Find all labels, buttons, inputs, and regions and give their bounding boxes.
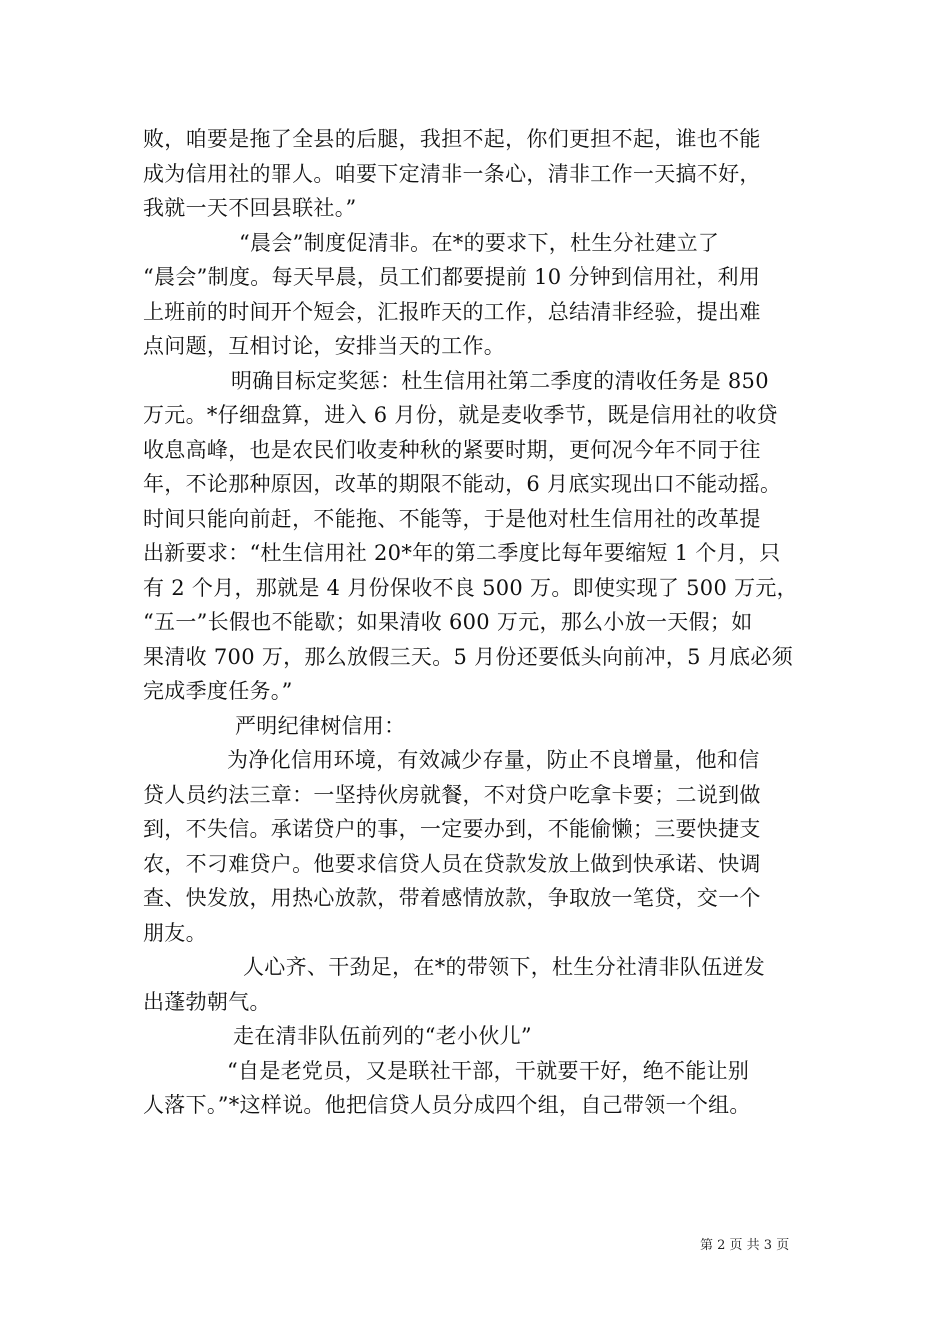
text-line: 年，不论那种原因，改革的期限不能动，6 月底实现出口不能动摇。 bbox=[143, 472, 782, 496]
text-line: 万元。*仔细盘算，进入 6 月份，就是麦收季节，既是信用社的收贷 bbox=[143, 403, 778, 427]
text-line: 人落下。”*这样说。他把信贷人员分成四个组，自己带领一个组。 bbox=[143, 1093, 751, 1117]
text-line: 上班前的时间开个短会，汇报昨天的工作，总结清非经验，提出难 bbox=[143, 299, 761, 324]
text-line: 完成季度任务。” bbox=[143, 679, 293, 703]
paragraph-start-line: 人心齐、干劲足，在*的带领下，杜生分社清非队伍迸发 bbox=[243, 955, 765, 979]
text-line: 农，不刁难贷户。他要求信贷人员在贷款发放上做到快承诺、快调 bbox=[143, 851, 761, 876]
paragraph-start-line: “晨会”制度促清非。在*的要求下，杜生分社建立了 bbox=[239, 230, 720, 255]
text-line: “五一”长假也不能歇；如果清收 600 万元，那么小放一天假；如 bbox=[143, 610, 753, 634]
section-heading: 走在清非队伍前列的“老小伙儿” bbox=[233, 1024, 532, 1048]
text-line: 朋友。 bbox=[143, 920, 207, 945]
text-line: 出蓬勃朝气。 bbox=[143, 989, 271, 1014]
page-number: 第 2 页 共 3 页 bbox=[700, 1238, 790, 1253]
section-heading: 严明纪律树信用： bbox=[235, 713, 406, 738]
text-line: 点问题，互相讨论，安排当天的工作。 bbox=[143, 334, 506, 358]
paragraph-start-line: 为净化信用环境，有效减少存量，防止不良增量，他和信 bbox=[227, 748, 760, 772]
text-line: 我就一天不回县联社。” bbox=[143, 196, 357, 220]
paragraph-start-line: “自是老党员，又是联社干部，干就要干好，绝不能让别 bbox=[227, 1058, 750, 1083]
text-line: 到，不失信。承诺贷户的事，一定要办到，不能偷懒；三要快捷支 bbox=[143, 817, 761, 841]
text-line: “晨会”制度。每天早晨，员工们都要提前 10 分钟到信用社，利用 bbox=[143, 265, 761, 289]
paragraph-start-line: 明确目标定奖惩：杜生信用社第二季度的清收任务是 850 bbox=[231, 368, 769, 393]
text-line: 出新要求：“杜生信用社 20*年的第二季度比每年要缩短 1 个月，只 bbox=[143, 541, 781, 565]
text-line: 败，咱要是拖了全县的后腿，我担不起，你们更担不起，谁也不能 bbox=[143, 127, 761, 151]
text-line: 果清收 700 万，那么放假三天。5 月份还要低头向前冲，5 月底必须 bbox=[143, 644, 794, 669]
body-text bbox=[143, 122, 823, 1123]
text-line: 查、快发放，用热心放款，带着感情放款，争取放一笔贷，交一个 bbox=[143, 886, 761, 910]
text-line: 收息高峰，也是农民们收麦种秋的紧要时期，更何况今年不同于往 bbox=[143, 437, 761, 462]
text-line: 贷人员约法三章：一坚持伙房就餐，不对贷户吃拿卡要；二说到做 bbox=[143, 782, 761, 807]
text-line: 时间只能向前赶，不能拖、不能等，于是他对杜生信用社的改革提 bbox=[143, 506, 761, 531]
text-line: 成为信用社的罪人。咱要下定清非一条心，清非工作一天搞不好， bbox=[143, 161, 761, 186]
text-line: 有 2 个月，那就是 4 月份保收不良 500 万。即使实现了 500 万元， bbox=[143, 575, 798, 600]
